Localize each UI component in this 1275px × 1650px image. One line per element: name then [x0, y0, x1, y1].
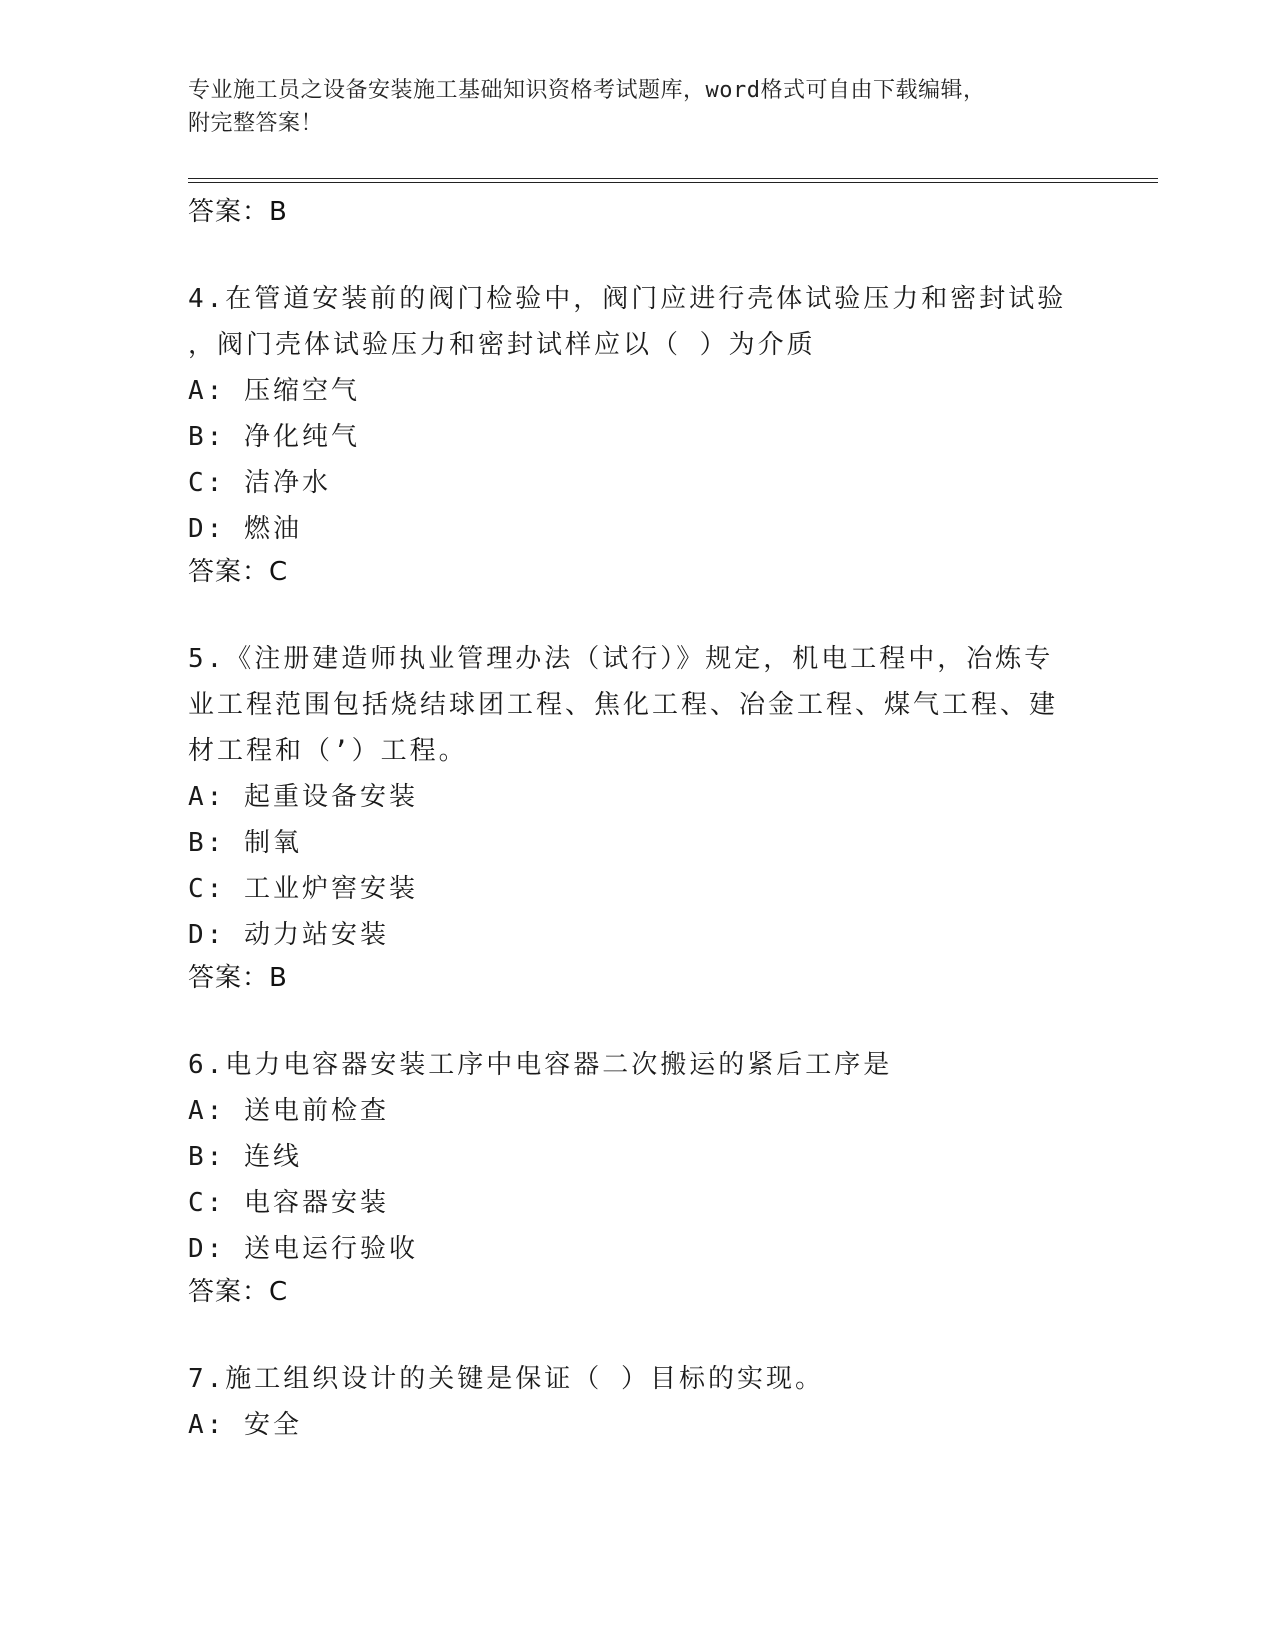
question-text	[188, 1356, 1088, 1402]
question-line: 5.《注册建造师执业管理办法（试行）》规定，机电工程中，冶炼专	[188, 644, 1054, 674]
question-block	[188, 1042, 1088, 1312]
option-d: D: 燃油	[188, 514, 302, 544]
option-a: A: 安全	[188, 1410, 302, 1440]
option-b: B: 制氧	[188, 828, 302, 858]
question-line: 业工程范围包括烧结球团工程、焦化工程、冶金工程、煤气工程、建	[188, 690, 1059, 720]
question-line: ，阀门壳体试验压力和密封试样应以（ ）为介质	[188, 330, 816, 360]
question-line: 6.电力电容器安装工序中电容器二次搬运的紧后工序是	[188, 1050, 893, 1080]
question-list	[188, 192, 1088, 1448]
question-text	[188, 636, 1088, 774]
document-header	[188, 74, 1088, 140]
header-divider	[188, 178, 1158, 183]
option-b: B: 净化纯气	[188, 422, 360, 452]
question-block	[188, 276, 1088, 592]
option-a: A: 压缩空气	[188, 376, 360, 406]
answer-label: 答案：C	[188, 1277, 289, 1307]
option-a: A: 起重设备安装	[188, 782, 418, 812]
option-a: A: 送电前检查	[188, 1096, 389, 1126]
question-block	[188, 636, 1088, 998]
answer-label: 答案：C	[188, 557, 289, 587]
option-c: C: 电容器安装	[188, 1188, 389, 1218]
header-line-2: 附完整答案！	[188, 111, 324, 136]
question-line: 7.施工组织设计的关键是保证（ ）目标的实现。	[188, 1364, 824, 1394]
option-d: D: 动力站安装	[188, 920, 389, 950]
answer-label: 答案：B	[188, 963, 288, 993]
option-d: D: 送电运行验收	[188, 1234, 418, 1264]
question-block	[188, 1356, 1088, 1448]
question-line: 4.在管道安装前的阀门检验中，阀门应进行壳体试验压力和密封试验	[188, 284, 1067, 314]
answer-label: 答案：B	[188, 197, 288, 227]
question-text	[188, 276, 1088, 368]
option-c: C: 洁净水	[188, 468, 331, 498]
option-b: B: 连线	[188, 1142, 302, 1172]
question-text	[188, 1042, 1088, 1088]
option-c: C: 工业炉窖安装	[188, 874, 418, 904]
question-line: 材工程和（’）工程。	[188, 736, 468, 766]
header-line-1: 专业施工员之设备安装施工基础知识资格考试题库，word格式可自由下载编辑，	[188, 78, 986, 103]
